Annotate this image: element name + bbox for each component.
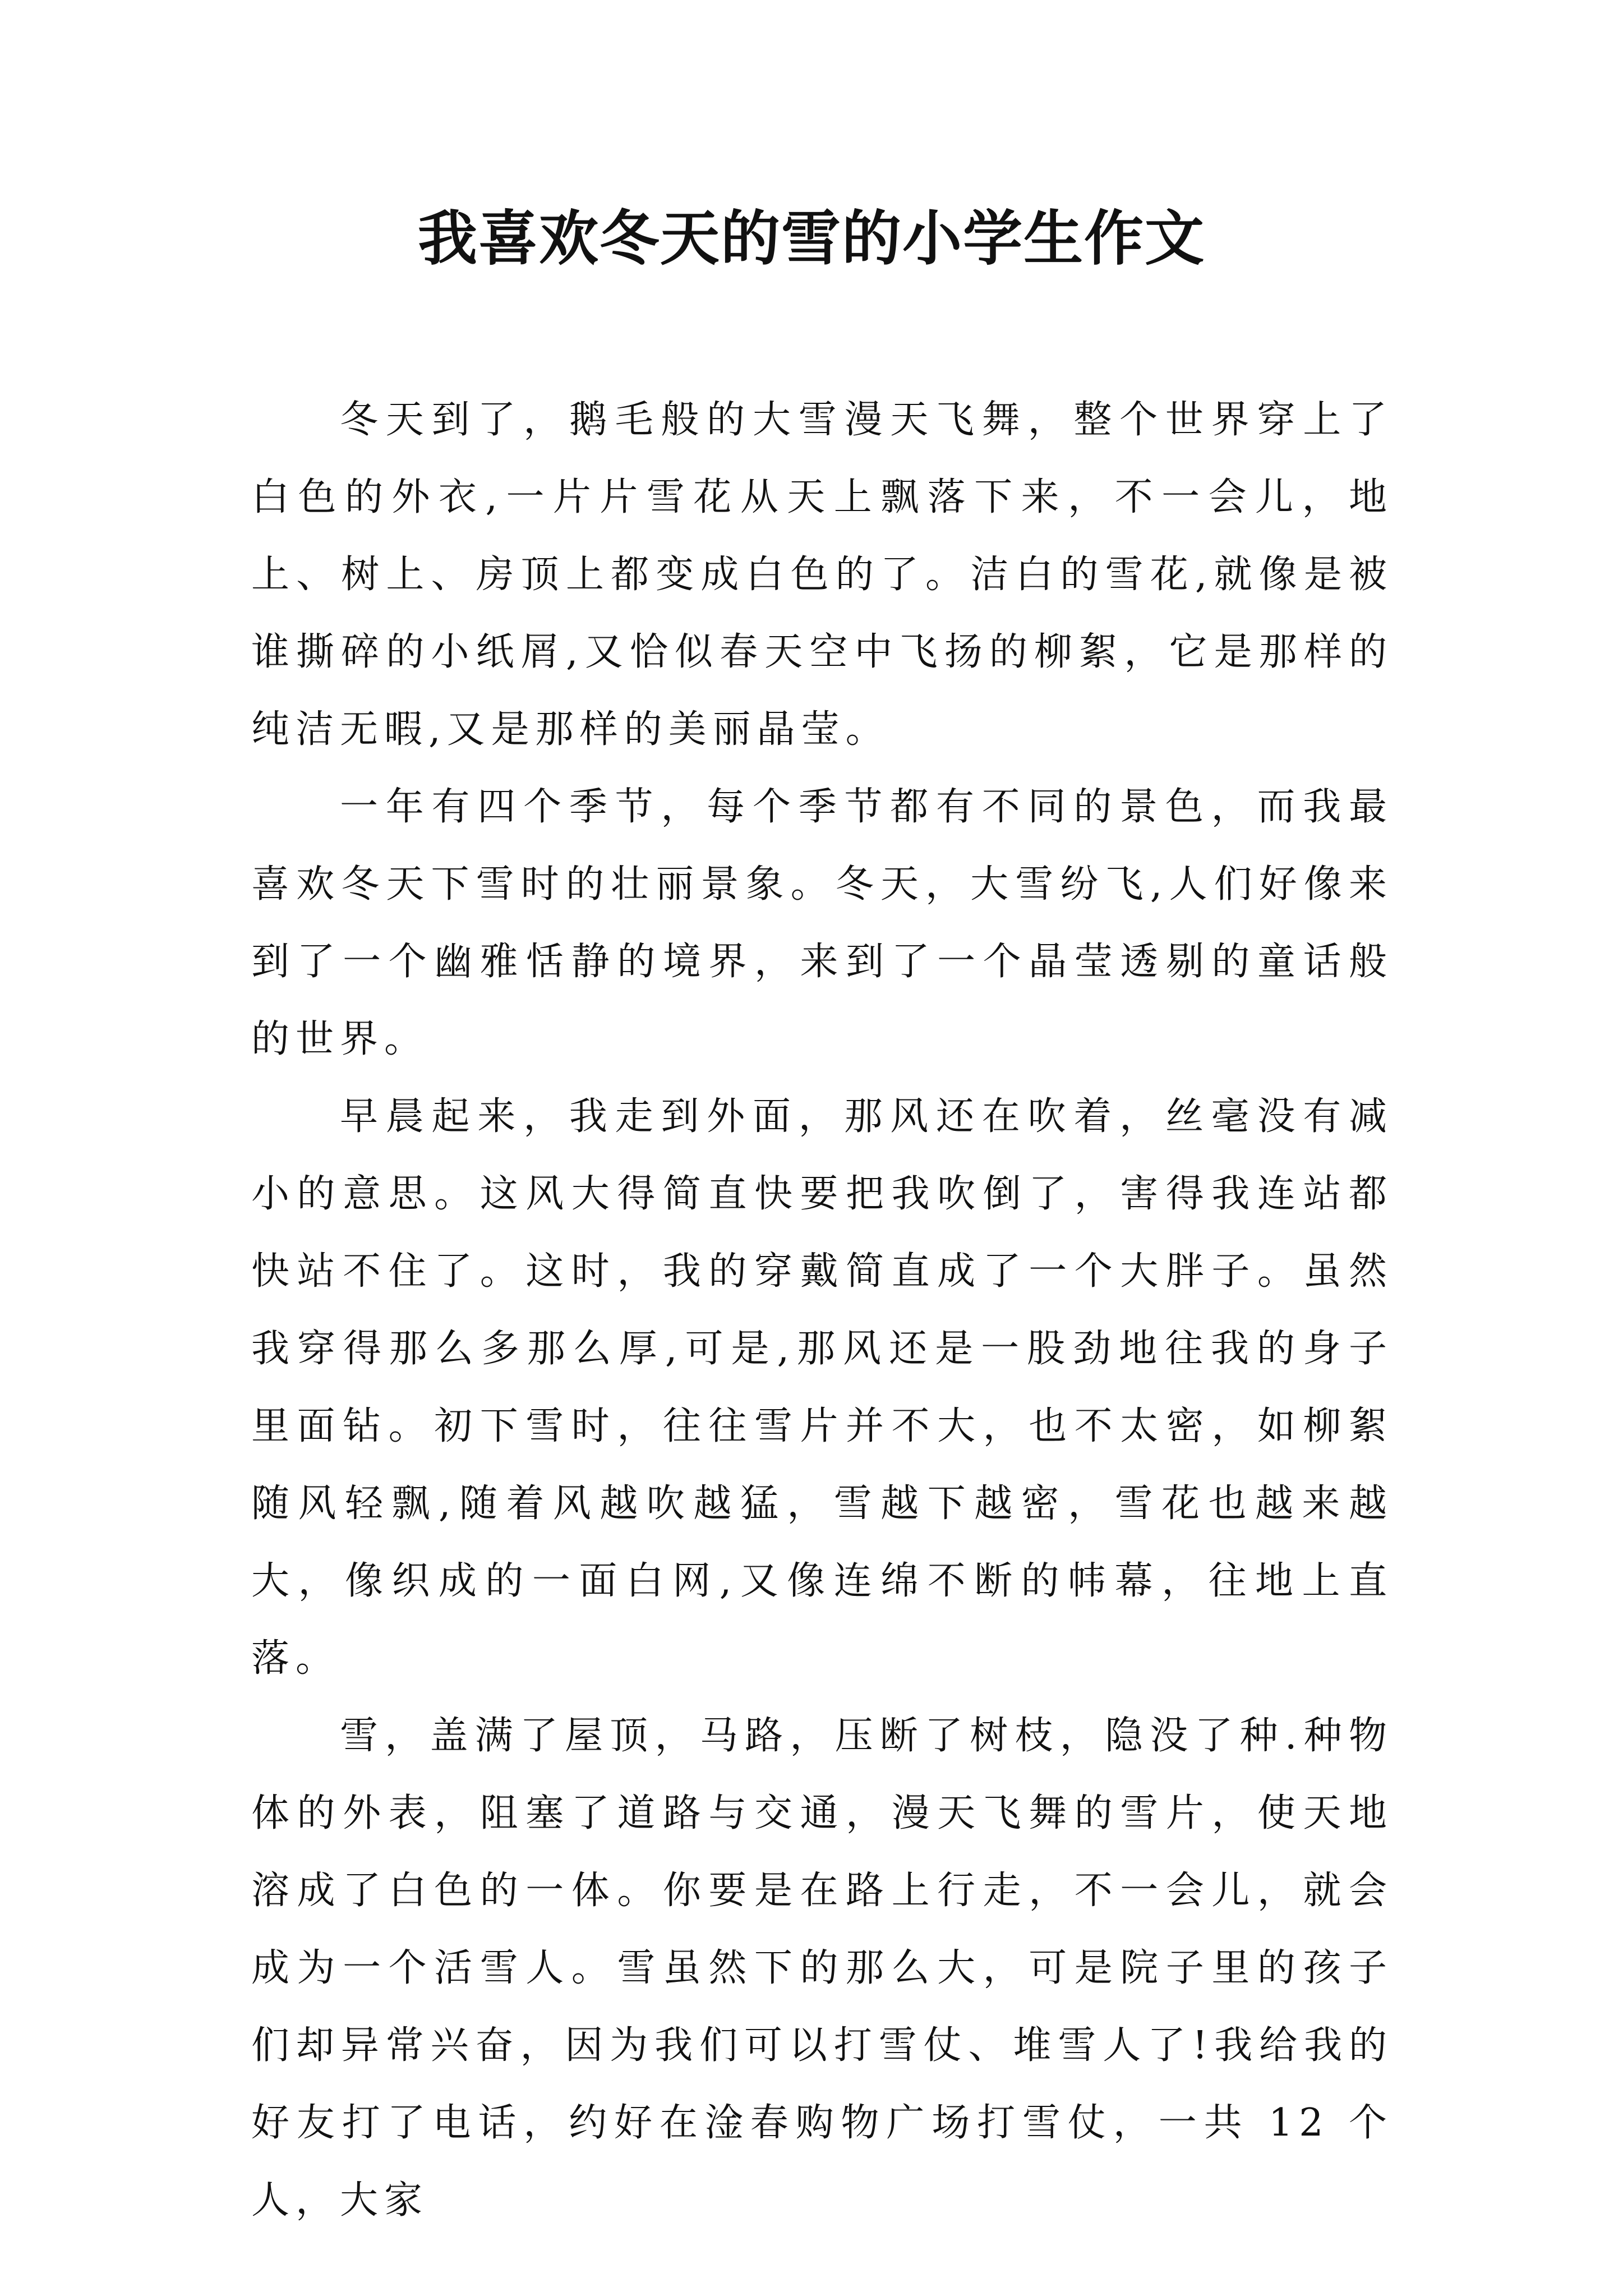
document-title: 我喜欢冬天的雪的小学生作文 xyxy=(418,203,1205,273)
document-body xyxy=(251,381,1393,2239)
paragraph: 雪，盖满了屋顶，马路，压断了树枝，隐没了种.种物体的外表，阻塞了道路与交通，漫天飞舞的雪片，使天地溶成了白色的一体。你要是在路上行走，不一会儿，就会成为一个活雪人。雪虽然下的那么大，可是院子里的孩子们却异常兴奋，因为我们可以打雪仗、堆雪人了!我给我的好友打了电话，约好在淦春购物广场打雪仗，一共 12 个人，大家 xyxy=(251,1714,1393,2223)
paragraph: 早晨起来，我走到外面，那风还在吹着，丝毫没有减小的意思。这风大得简直快要把我吹倒了，害得我连站都快站不住了。这时，我的穿戴简直成了一个大胖子。虽然我穿得那么多那么厚,可是,那风还是一股劲地往我的身子里面钻。初下雪时，往往雪片并不大，也不太密，如柳絮随风轻飘,随着风越吹越猛，雪越下越密，雪花也越来越大，像织成的一面白网,又像连绵不断的帏幕，往地上直落。 xyxy=(251,1094,1393,1681)
paragraph: 冬天到了，鹅毛般的大雪漫天飞舞，整个世界穿上了白色的外衣,一片片雪花从天上飘落下来，不一会儿，地上、树上、房顶上都变成白色的了。洁白的雪花,就像是被谁撕碎的小纸屑,又恰似春天空中飞扬的柳絮，它是那样的纯洁无暇,又是那样的美丽晶莹。 xyxy=(251,398,1393,752)
paragraph: 一年有四个季节，每个季节都有不同的景色，而我最喜欢冬天下雪时的壮丽景象。冬天，大雪纷飞,人们好像来到了一个幽雅恬静的境界，来到了一个晶莹透剔的童话般的世界。 xyxy=(251,785,1393,1061)
